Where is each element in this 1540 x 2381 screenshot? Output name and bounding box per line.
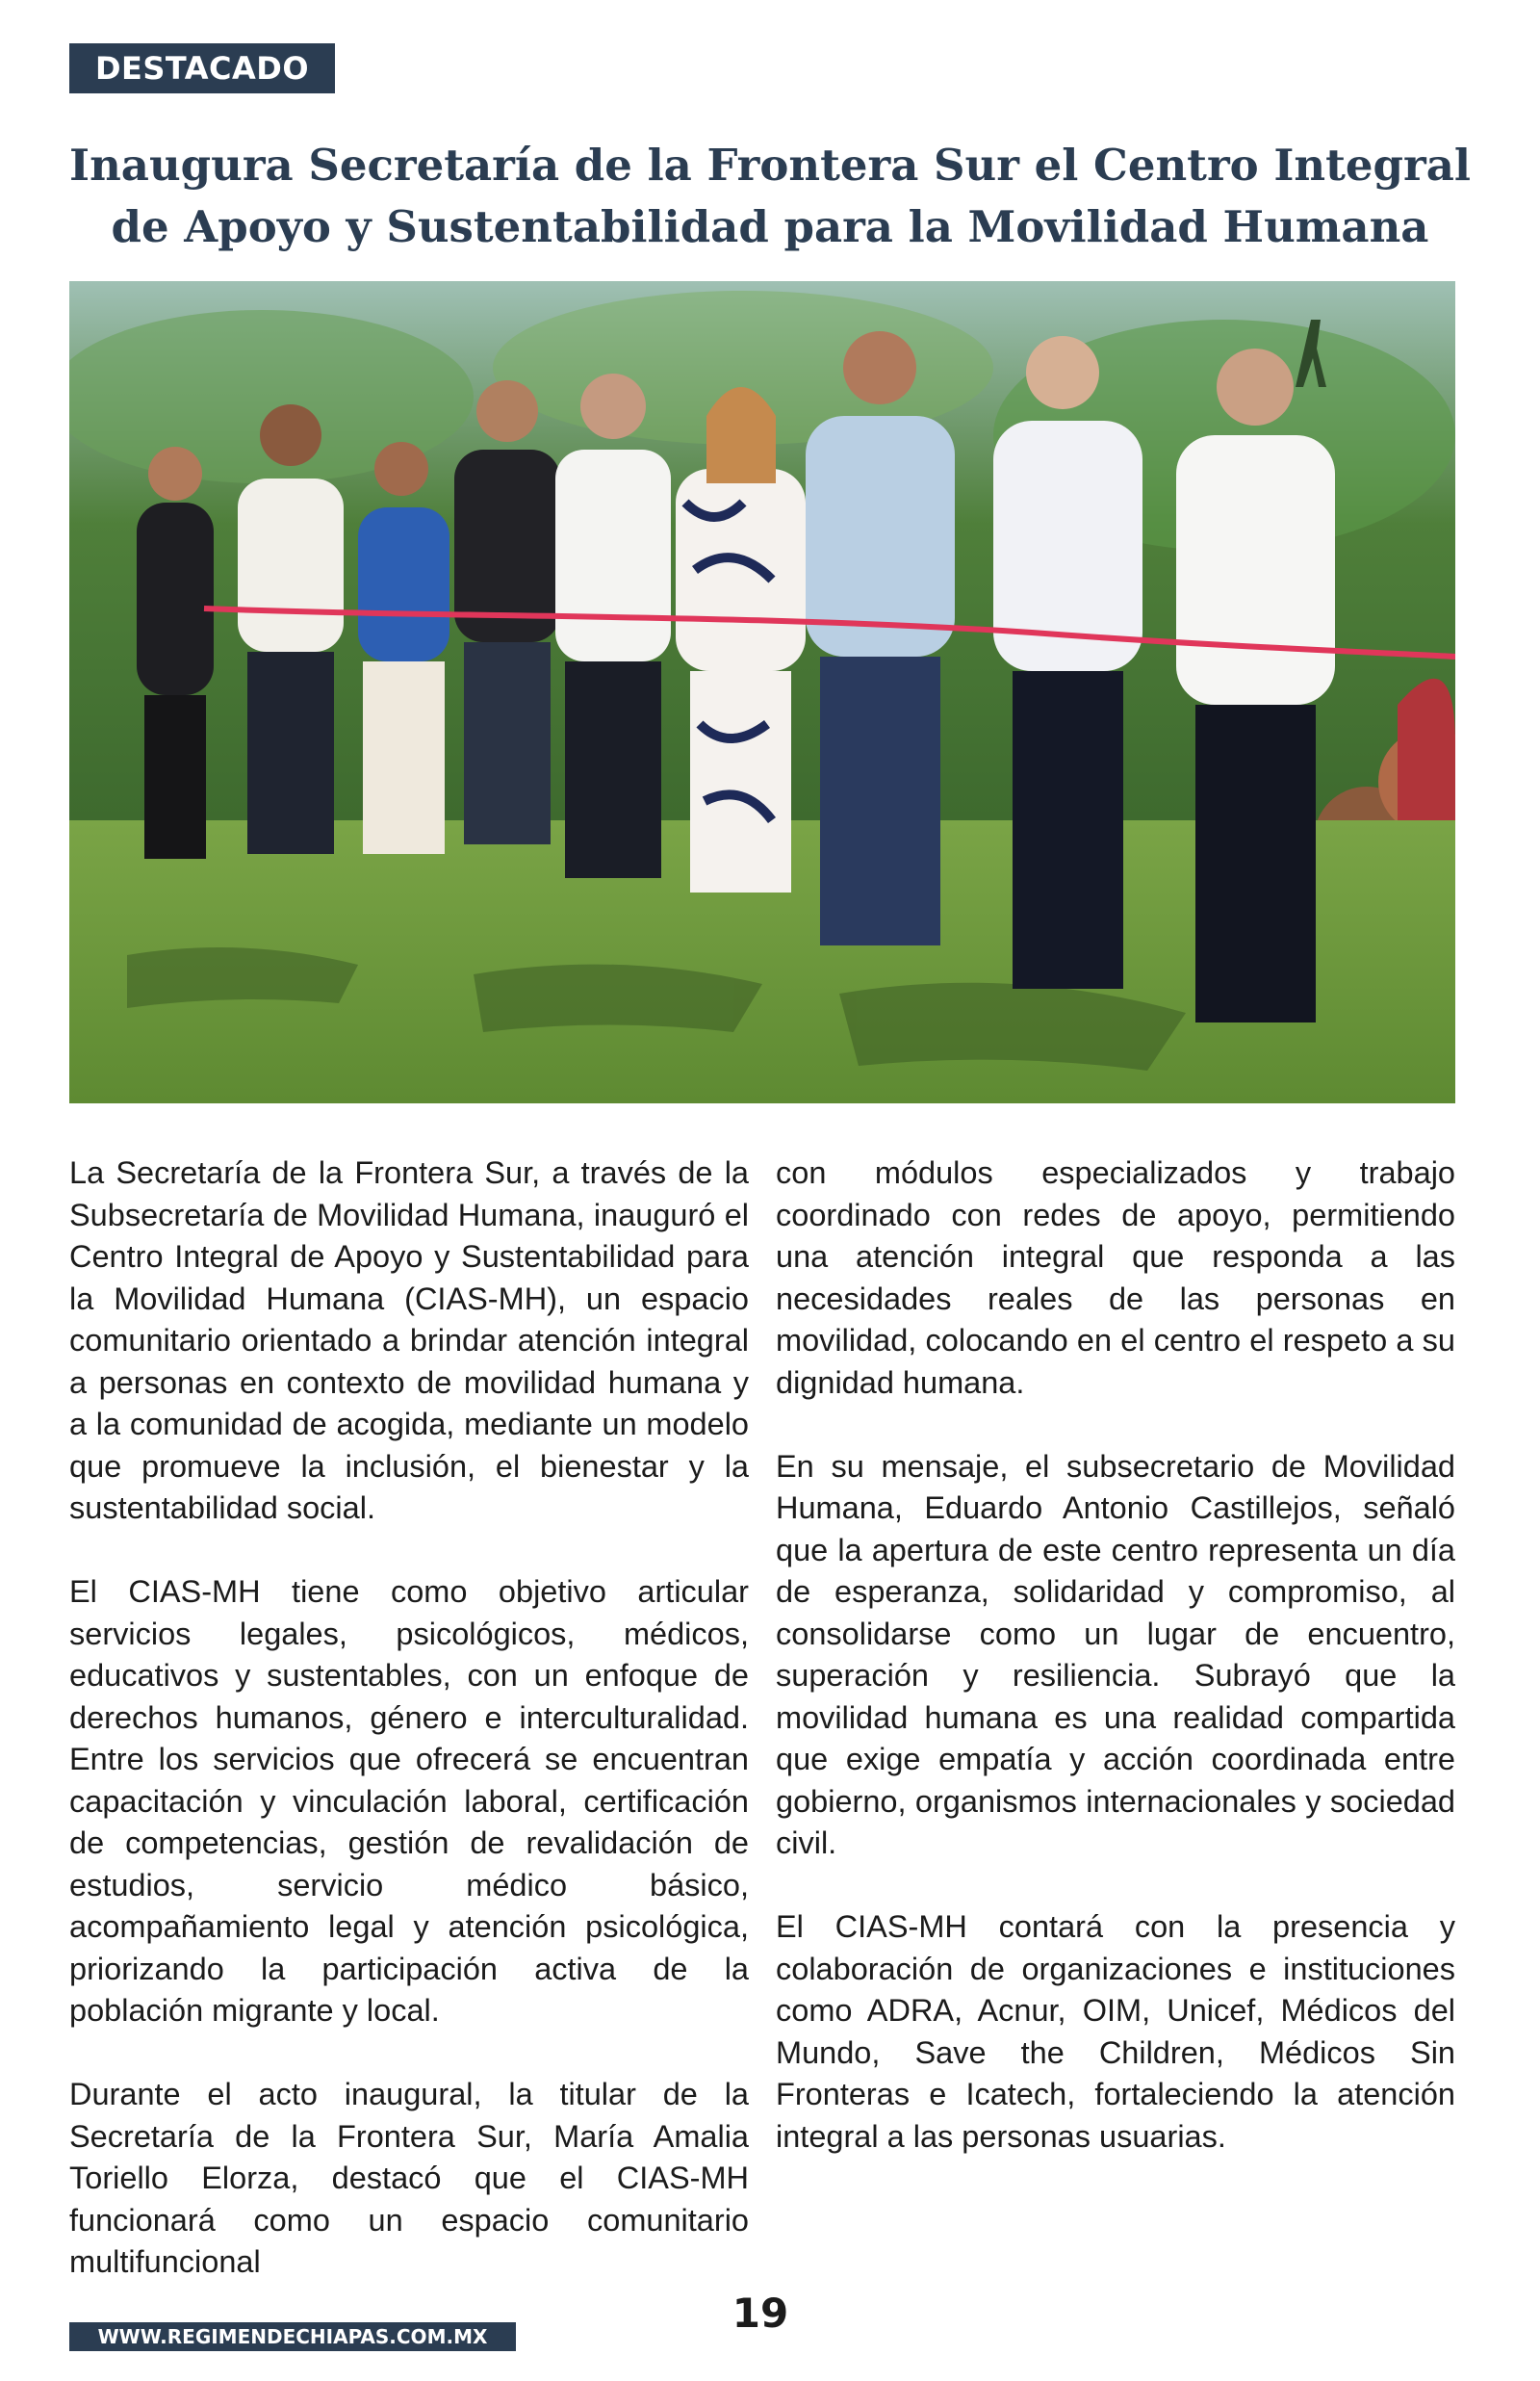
website-link[interactable]: WWW.REGIMENDECHIAPAS.COM.MX bbox=[69, 2322, 516, 2351]
page-number: 19 bbox=[732, 2290, 789, 2337]
paragraph: En su mensaje, el subsecretario de Movilidad Humana, Eduardo Antonio Castillejos, señaló que la apertura de este centro representa un día de esperanza, solidaridad y compromiso, al consolidarse como un lugar de encuentro, superación y resiliencia. Subrayó que la movilidad humana es una realidad compartida que exige empatía y acción coordinada entre gobierno, organismos internacionales y sociedad civil. bbox=[776, 1448, 1455, 1860]
paragraph: con módulos especializados y trabajo coordinado con redes de apoyo, permitiendo una atención integral que responda a las necesidades reales de las personas en movilidad, colocando en el centro el respeto a su dignidad humana. bbox=[776, 1155, 1455, 1400]
article-column-right bbox=[776, 1152, 1455, 2200]
paragraph: La Secretaría de la Frontera Sur, a través de la Subsecretaría de Movilidad Humana, inauguró el Centro Integral de Apoyo y Sustentabilidad para la Movilidad Humana (CIAS-MH), un espacio comunitario orientado a brindar atención integral a personas en contexto de movilidad humana y a la comunidad de acogida, mediante un modelo que promueve la inclusión, el bienestar y la sustentabilidad social. bbox=[69, 1155, 749, 1525]
article-column-left bbox=[69, 1152, 749, 2284]
paragraph: Durante el acto inaugural, la titular de la Secretaría de la Frontera Sur, María Amalia Toriello Elorza, destacó que el CIAS-MH funcionará como un espacio comunitario multifuncional bbox=[69, 2077, 749, 2279]
paragraph: El CIAS-MH contará con la presencia y colaboración de organizaciones e instituciones como ADRA, Acnur, OIM, Unicef, Médicos del Mundo, Save the Children, Médicos Sin Fronteras e Icatech, fortaleciendo la atención integral a las personas usuarias. bbox=[776, 1909, 1455, 2154]
paragraph: El CIAS-MH tiene como objetivo articular servicios legales, psicológicos, médicos, educativos y sustentables, con un enfoque de derechos humanos, género e interculturalidad. Entre los servicios que ofrecerá se encuentran capacitación y vinculación laboral, certificación de competencias, gestión de revalidación de estudios, servicio médico básico, acompañamiento legal y atención psicológica, priorizando la participación activa de la población migrante y local. bbox=[69, 1574, 749, 2028]
ribbon-cutting-photo bbox=[69, 281, 1455, 1103]
photo-illustration bbox=[69, 281, 1455, 1103]
section-tag: DESTACADO bbox=[69, 43, 335, 93]
article-headline: Inaugura Secretaría de la Frontera Sur el Centro Integral de Apoyo y Sustentabilidad para la Movilidad Humana bbox=[69, 140, 1471, 252]
